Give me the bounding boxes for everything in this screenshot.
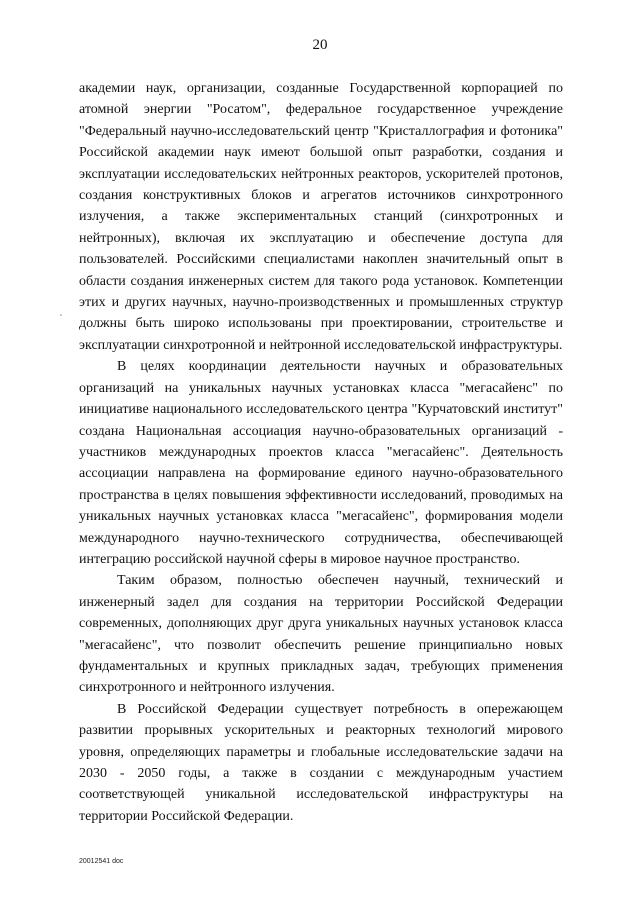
page-number: 20 <box>312 37 328 53</box>
paragraph-4: В Российской Федерации существует потребность в опережающем развитии прорывных ускорительных и реакторных технологий мирового уровня, определяющих параметры и глобальные исследовательские задачи на 2030 - 2050 годы, а также в создании с международным участием соответствующей уникальной исследовательской инфраструктуры на территории Российской Федерации. <box>79 701 563 824</box>
margin-mark <box>60 314 62 316</box>
footer-document-code: 20012541 doc <box>79 858 124 865</box>
paragraph-2: В целях координации деятельности научных и образовательных организаций на уникальных научных установках класса "мегасайенс" по инициативе национального исследовательского центра "Курчатовский институт" создана Национальная ассоциация научно-образовательных организаций - участников международных проектов класса "мегасайенс". Деятельность ассоциации направлена на формирование единого научно-образовательного пространства в целях повышения эффективности исследований, проводимых на уникальных научных установках класса "мегасайенс", формирования модели международного научно-технического сотрудничества, обеспечивающей интеграцию российской научной сферы в мировое научное пространство. <box>79 359 563 567</box>
paragraph-1: академии наук, организации, созданные Государственной корпорацией по атомной энергии "Росатом", федеральное государственное учреждение "Федеральный научно-исследовательский центр "Кристаллография и фотоника" Российской академии наук имеют большой опыт разработки, создания и эксплуатации исследовательских нейтронных реакторов, ускорителей протонов, создания конструктивных блоков и агрегатов источников синхротронного излучения, а также экспериментальных станций (синхротронных и нейтронных), включая их эксплуатацию и обеспечение доступа для пользователей. Российскими специалистами накоплен значительный опыт в области создания инженерных систем для такого рода установок. Компетенции этих и других научных, научно-производственных и промышленных структур должны быть широко использованы при проектировании, строительстве и эксплуатации синхротронной и нейтронной исследовательской инфраструктуры. <box>79 81 563 353</box>
paragraph-3: Таким образом, полностью обеспечен научный, технический и инженерный задел для создания на территории Российской Федерации современных, дополняющих друг друга уникальных научных установок класса "мегасайенс", что позволит обеспечить решение принципиально новых фундаментальных и крупных прикладных задач, требующих применения синхротронного и нейтронного излучения. <box>79 573 563 696</box>
document-body <box>79 78 563 827</box>
